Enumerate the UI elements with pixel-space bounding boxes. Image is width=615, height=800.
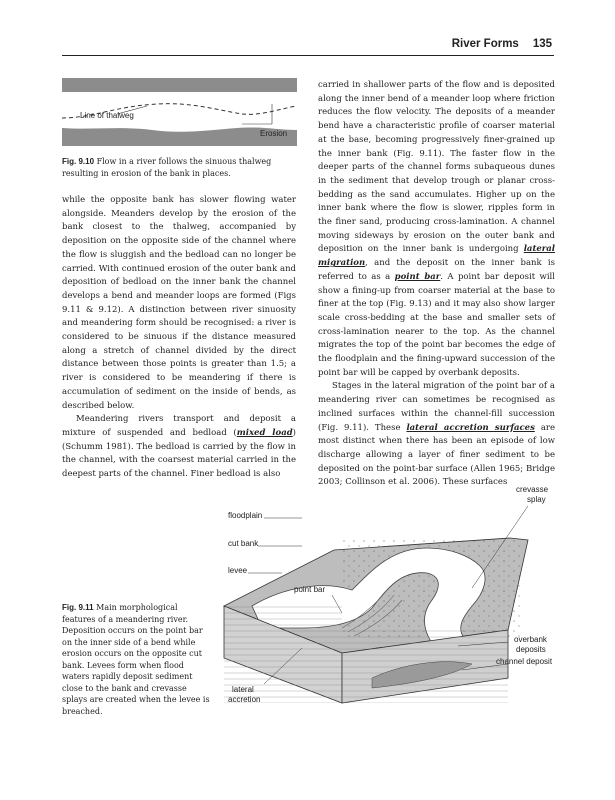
column-left-paragraph-1: while the opposite bank has slower flowing water alongside. Meanders develop by the erosion of the bank closest to the thalweg, accompanied by deposition on the opposite side of the channel where the flow is sluggish and the bedload can no longer be carried. With continued erosion of the outer bank and deposition of bedload on the inner bank the channel develops a bend and meander loops are formed (Figs 9.11 & 9.12). A distinction between river sinuosity and meandering form should be recognised: a river is considered to be sinuous if the distance measured along a stretch of channel divided by the direct distance between those points is greater than 1.5; a river is considered to be meandering if there is accumulation of sediment on the inside of bends, as described below. bbox=[62, 195, 296, 411]
figure-9-11-caption-number: Fig. 9.11 bbox=[62, 603, 94, 612]
riverbank-top bbox=[62, 78, 297, 92]
column-right-paragraph-2 bbox=[318, 380, 555, 490]
thalweg-label: Line of thalweg bbox=[80, 111, 134, 120]
header-rule bbox=[62, 55, 554, 56]
overbank-label-1: overbank bbox=[514, 635, 547, 644]
page-number: 135 bbox=[532, 38, 552, 50]
column-right-paragraph-2-a: Stages in the lateral migration of the point bar of a meandering river can sometimes be recognised as inclined surfaces within the channel-fill succession (Fig. 9.11). These bbox=[318, 381, 555, 433]
column-left-paragraph-2 bbox=[62, 413, 296, 482]
running-head bbox=[452, 38, 552, 50]
term-point-bar: point bar bbox=[394, 271, 441, 282]
column-right bbox=[318, 79, 555, 490]
levee-label: levee bbox=[228, 566, 248, 575]
term-lateral-migration: lateral migration bbox=[318, 244, 555, 269]
figure-9-11 bbox=[222, 478, 562, 740]
point-bar-label: point bar bbox=[294, 585, 326, 594]
crevasse-label-2: splay bbox=[527, 495, 546, 504]
figure-9-10-caption-number: Fig. 9.10 bbox=[62, 157, 95, 166]
running-head-title: River Forms bbox=[451, 38, 519, 50]
figure-9-10-caption-text: Flow in a river follows the sinuous thalweg resulting in erosion of the bank in places. bbox=[62, 157, 272, 178]
column-right-paragraph-2-b: are most distinct when there has been an episode of low discharge allowing a layer of finer sediment to be deposited on the point-bar surface (Allen 1965; Bridge 2003; Collinson et al. 2006). These surfaces bbox=[318, 422, 555, 488]
column-left bbox=[62, 194, 296, 482]
figure-9-10-caption bbox=[62, 156, 297, 179]
figure-9-10 bbox=[62, 78, 297, 146]
cut-bank-label: cut bank bbox=[228, 539, 259, 548]
column-right-paragraph-1-a: carried in shallower parts of the flow and is deposited along the inner bend of a meander loop where friction reduces the flow velocity. The deposits of a meander bend have a characteristic profile of coarser material at the base, becoming progressively finer-grained up the inner bank (Fig. 9.11). The faster flow in the deeper parts of the channel forms subaqueous dunes in the sediment that develop trough or planar cross-bedding as the sand accumulates. Higher up on the inner bank where the flow is slower, ripples form in the finer sand, producing cross-lamination. A channel moving sideways by erosion on the outer bank and deposition on the inner bank is undergoing bbox=[318, 80, 555, 255]
lateral-accretion-label-2: accretion bbox=[228, 695, 261, 704]
lateral-accretion-label-1: lateral bbox=[232, 685, 254, 694]
floodplain-label: floodplain bbox=[228, 511, 263, 520]
column-right-paragraph-1 bbox=[318, 79, 555, 380]
column-right-paragraph-1-b: , and the deposit on the inner bank is referred to as a bbox=[318, 258, 555, 282]
channel-deposit-label: channel deposit bbox=[496, 657, 553, 666]
term-lateral-accretion-surfaces: lateral accretion surfaces bbox=[406, 422, 535, 433]
erosion-label: Erosion bbox=[260, 129, 288, 138]
figure-9-11-caption-text: Main morphological features of a meandering river. Deposition occurs on the point bar on the inner side of a bend while erosion occurs on the opposite cut bank. Levees form when flood waters rapidly deposit sediment close to the bank and crevasse splays are created when the levee is breached. bbox=[62, 603, 210, 716]
column-left-paragraph-2-b: ) (Schumm 1981). The bedload is carried by the flow in the channel, with the coarsest material carried in the deepest parts of the channel. Finer bedload is also bbox=[62, 427, 296, 480]
column-right-paragraph-1-c: . A point bar deposit will show a fining-up from coarser material at the base to finer at the top (Fig. 9.13) and it may also show larger scale cross-bedding at the base and smaller sets of cross-lamination nearer to the top. As the channel migrates the top of the point bar becomes the edge of the floodplain and the fining-upward succession of the point bar will be capped by overbank deposits. bbox=[318, 271, 555, 378]
term-mixed-load: mixed load bbox=[236, 427, 293, 438]
crevasse-label-1: crevasse bbox=[516, 485, 549, 494]
figure-9-11-caption bbox=[62, 602, 212, 717]
overbank-label-2: deposits bbox=[516, 645, 546, 654]
column-left-paragraph-2-a: Meandering rivers transport and deposit a mixture of suspended and bedload ( bbox=[62, 414, 296, 438]
